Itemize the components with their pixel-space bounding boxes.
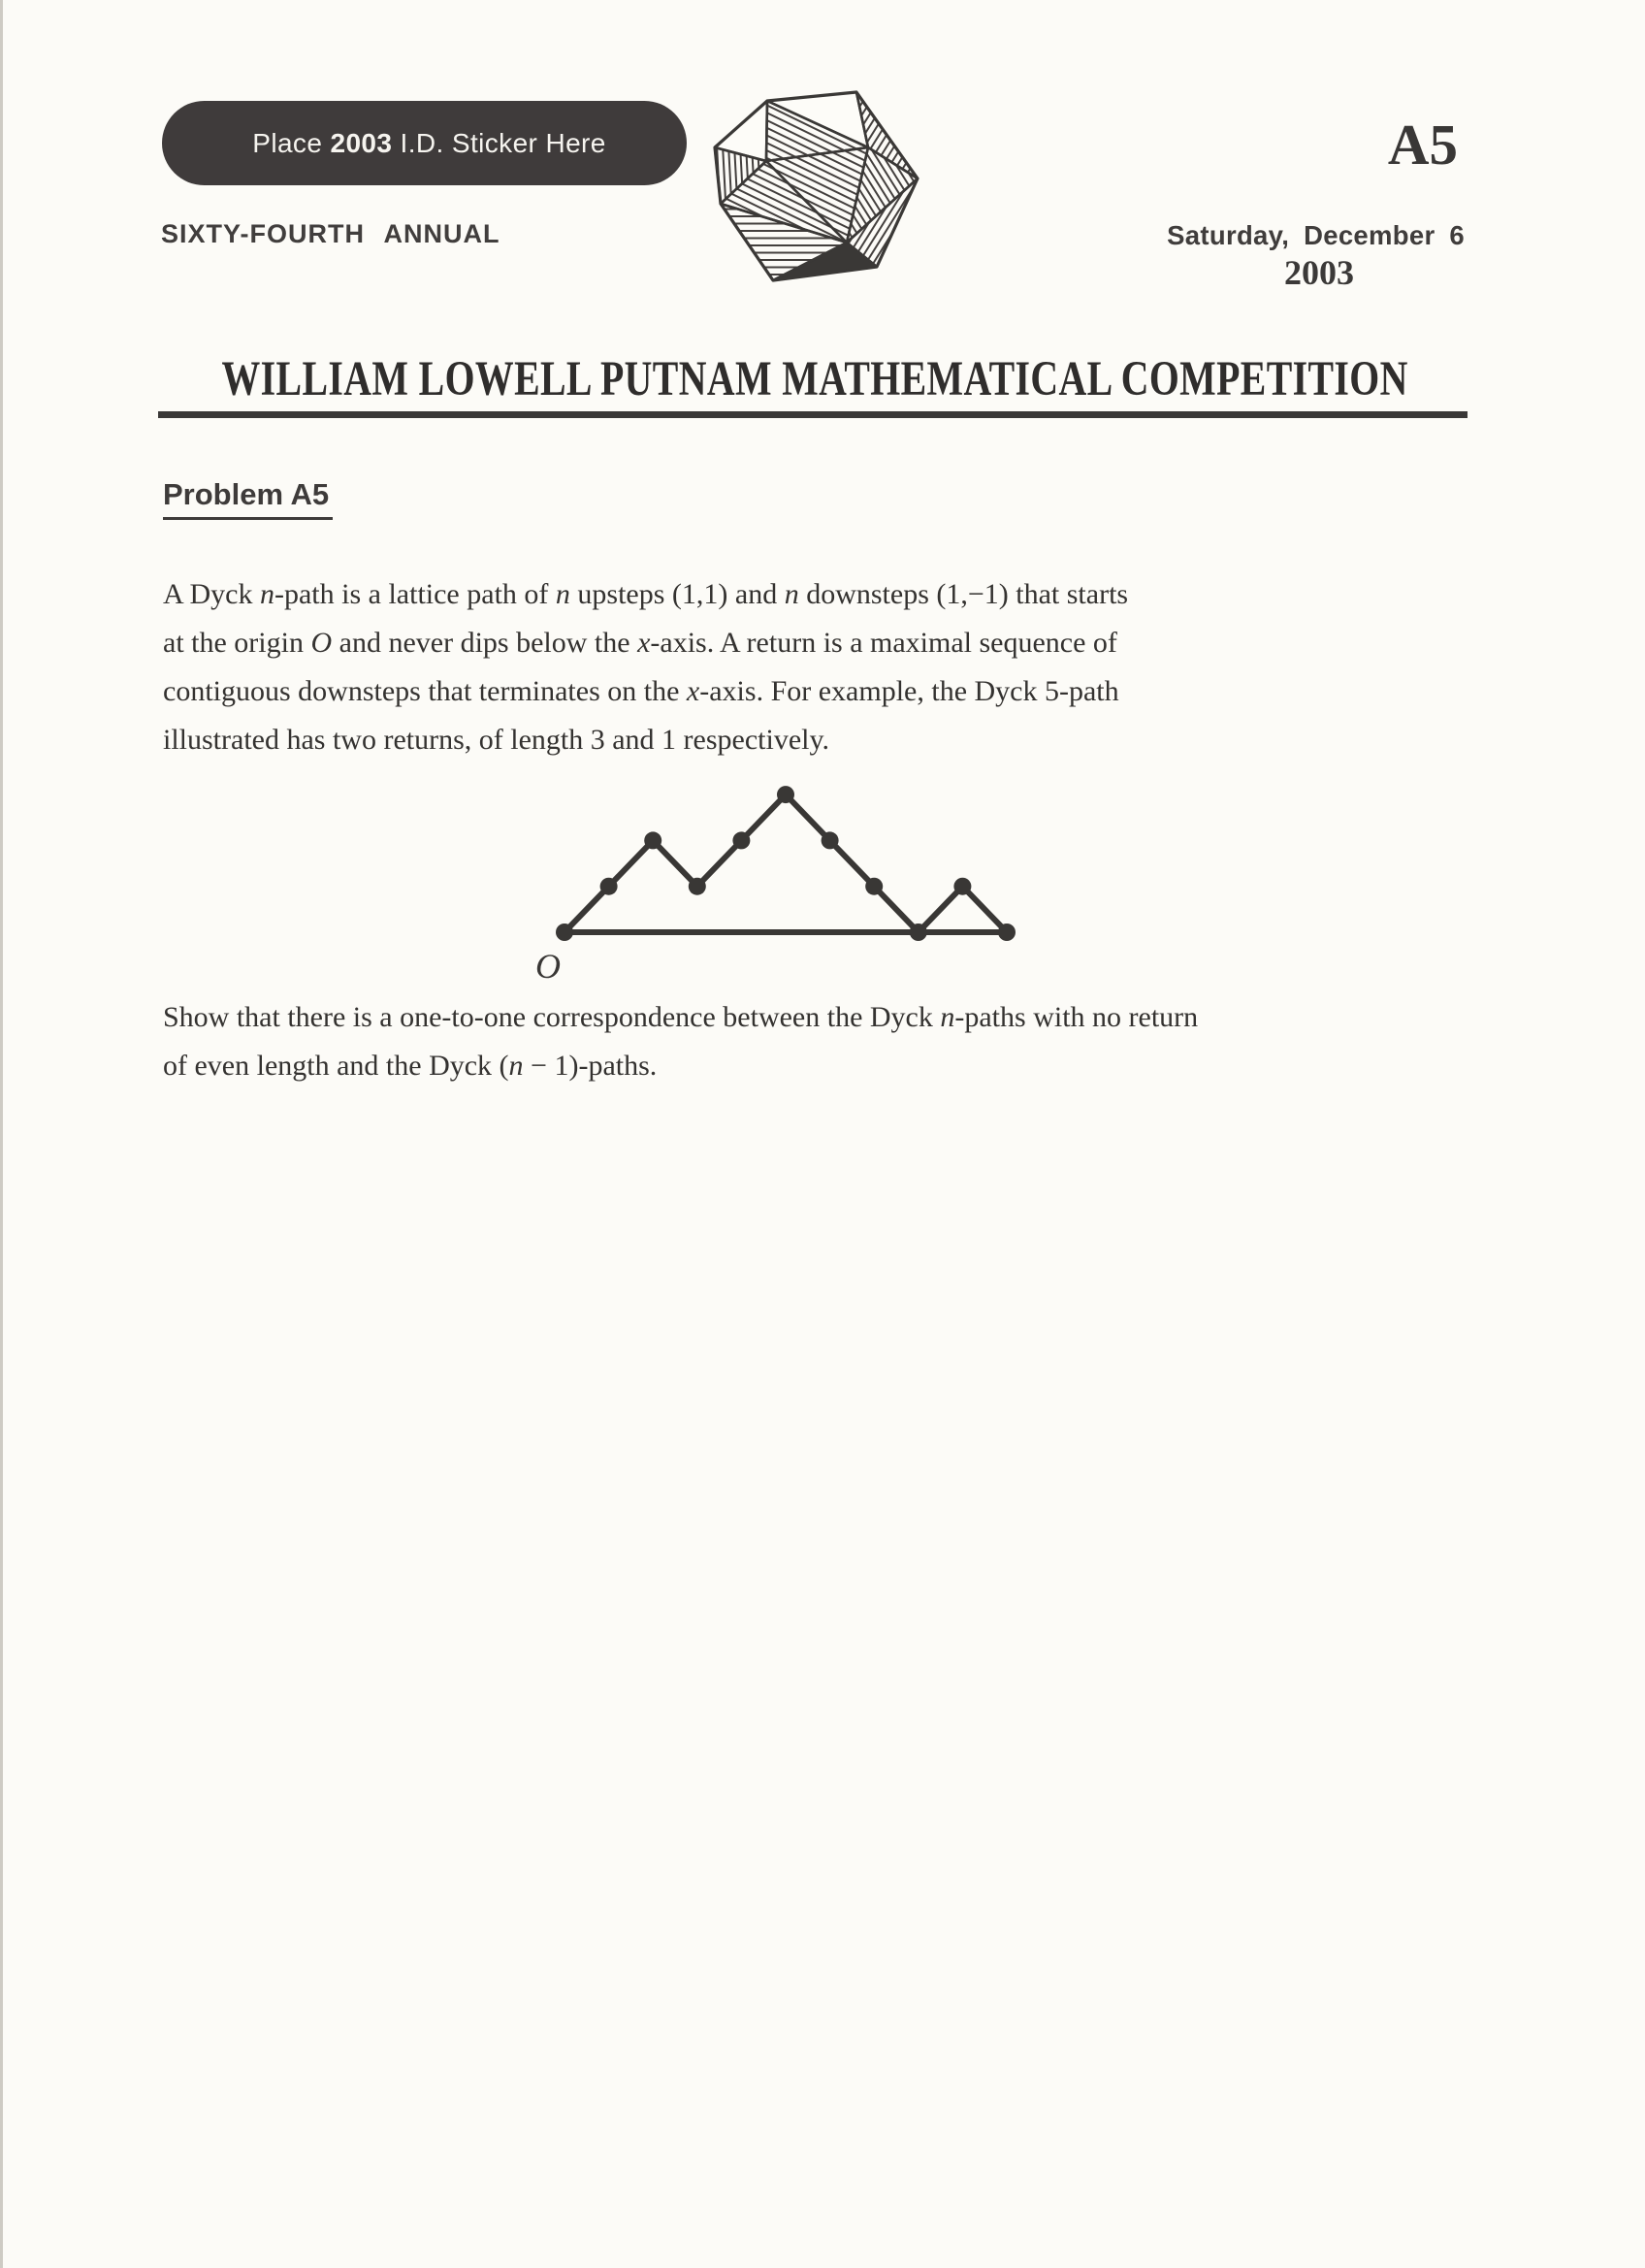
icosahedron-logo-icon	[711, 89, 928, 287]
problem-statement-paragraph	[163, 570, 1463, 764]
problem-code: A5	[1387, 113, 1458, 177]
problem-text-line: contiguous downsteps that terminates on the x-axis. For example, the Dyck 5-path	[163, 675, 1119, 707]
year-line: 2003	[1284, 253, 1354, 292]
problem-text-line: at the origin O and never dips below the x-axis. A return is a maximal sequence of	[163, 627, 1117, 659]
problem-heading: Problem A5	[163, 477, 333, 520]
problem-text-line: Show that there is a one-to-one correspondence between the Dyck n-paths with no return	[163, 1001, 1199, 1033]
origin-label: O	[535, 947, 561, 986]
annual-line: SIXTY-FOURTH ANNUAL	[161, 219, 500, 248]
icosahedron-logo-svg	[711, 89, 928, 287]
id-sticker-label: Place 2003 I.D. Sticker Here	[252, 127, 606, 158]
competition-title: WILLIAM LOWELL PUTNAM MATHEMATICAL COMPETITION	[221, 352, 1408, 406]
dyck-path-plot	[556, 786, 1016, 941]
problem-text-line: illustrated has two returns, of length 3 and 1 respectively.	[163, 724, 830, 756]
date-line: Saturday, December 6	[1167, 220, 1465, 250]
competition-title-wrap	[0, 351, 1629, 407]
problem-question-paragraph	[163, 993, 1463, 1090]
title-rule	[158, 411, 1468, 418]
scan-edge-artifact	[0, 0, 3, 2268]
id-sticker-pill	[162, 101, 687, 185]
problem-text-line: of even length and the Dyck (n − 1)-paths.	[163, 1050, 658, 1082]
problem-text-line: A Dyck n-path is a lattice path of n upsteps (1,1) and n downsteps (1,−1) that starts	[163, 578, 1129, 610]
dyck-path-figure	[524, 786, 1028, 989]
